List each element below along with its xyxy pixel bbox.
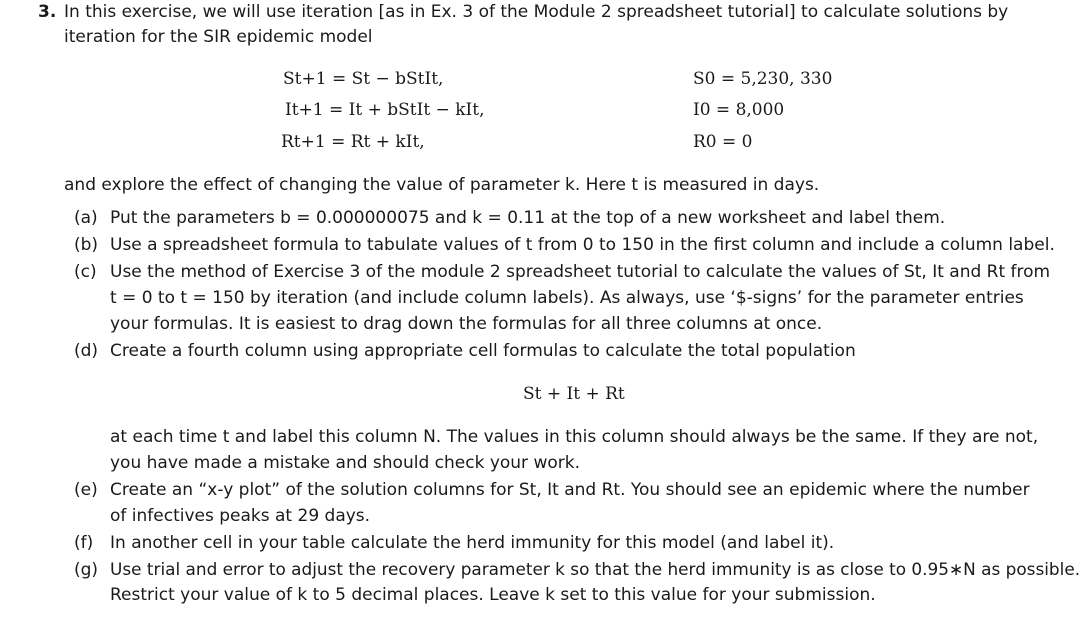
item-g-text-1: Use trial and error to adjust the recovery parameter k so that the herd immunity is as close to 0.95∗N as possible. — [110, 560, 1081, 580]
item-c-text-2: t = 0 to t = 150 by iteration (and include column labels). As always, use ‘$-signs’ for the parameter entries — [110, 288, 1024, 308]
total-population-formula: St + It + Rt — [523, 384, 625, 404]
intro-line-1: In this exercise, we will use iteration [as in Ex. 3 of the Module 2 spreadsheet tutorial] to calculate solutions by — [64, 2, 1009, 22]
item-d-text-1: Create a fourth column using appropriate cell formulas to calculate the total population — [110, 341, 856, 361]
item-e-text-1: Create an “x-y plot” of the solution columns for St, It and Rt. You should see an epidemic where the number — [110, 480, 1030, 500]
equation-i: It+1 = It + bStIt − kIt, — [285, 100, 485, 120]
initial-r: R0 = 0 — [693, 132, 753, 152]
item-f-text: In another cell in your table calculate the herd immunity for this model (and label it). — [110, 533, 835, 553]
item-e-text-2: of infectives peaks at 29 days. — [110, 506, 371, 526]
initial-i: I0 = 8,000 — [693, 100, 785, 120]
item-a-text: Put the parameters b = 0.000000075 and k = 0.11 at the top of a new worksheet and label them. — [110, 208, 946, 228]
item-c-text-3: your formulas. It is easiest to drag down the formulas for all three columns at once. — [110, 314, 823, 334]
initial-s: S0 = 5,230, 330 — [693, 69, 833, 89]
item-c-text-1: Use the method of Exercise 3 of the module 2 spreadsheet tutorial to calculate the values of St, It and Rt from — [110, 262, 1051, 282]
item-g-label: (g) — [74, 560, 99, 580]
item-d-text-3: you have made a mistake and should check your work. — [110, 453, 580, 473]
item-e-label: (e) — [74, 480, 98, 500]
item-b-text: Use a spreadsheet formula to tabulate values of t from 0 to 150 in the first column and include a column label. — [110, 235, 1055, 255]
item-b-label: (b) — [74, 235, 99, 255]
item-g-text-2: Restrict your value of k to 5 decimal places. Leave k set to this value for your submission. — [110, 585, 876, 605]
item-f-label: (f) — [74, 533, 94, 553]
item-d-label: (d) — [74, 341, 99, 361]
equation-r: Rt+1 = Rt + kIt, — [281, 132, 425, 152]
item-d-text-2: at each time t and label this column N. The values in this column should always be the same. If they are not, — [110, 427, 1039, 447]
problem-number: 3. — [38, 2, 57, 22]
equation-s: St+1 = St − bStIt, — [283, 69, 444, 89]
explore-line: and explore the effect of changing the value of parameter k. Here t is measured in days. — [64, 175, 820, 195]
intro-line-2: iteration for the SIR epidemic model — [64, 27, 373, 47]
item-a-label: (a) — [74, 208, 98, 228]
item-c-label: (c) — [74, 262, 97, 282]
